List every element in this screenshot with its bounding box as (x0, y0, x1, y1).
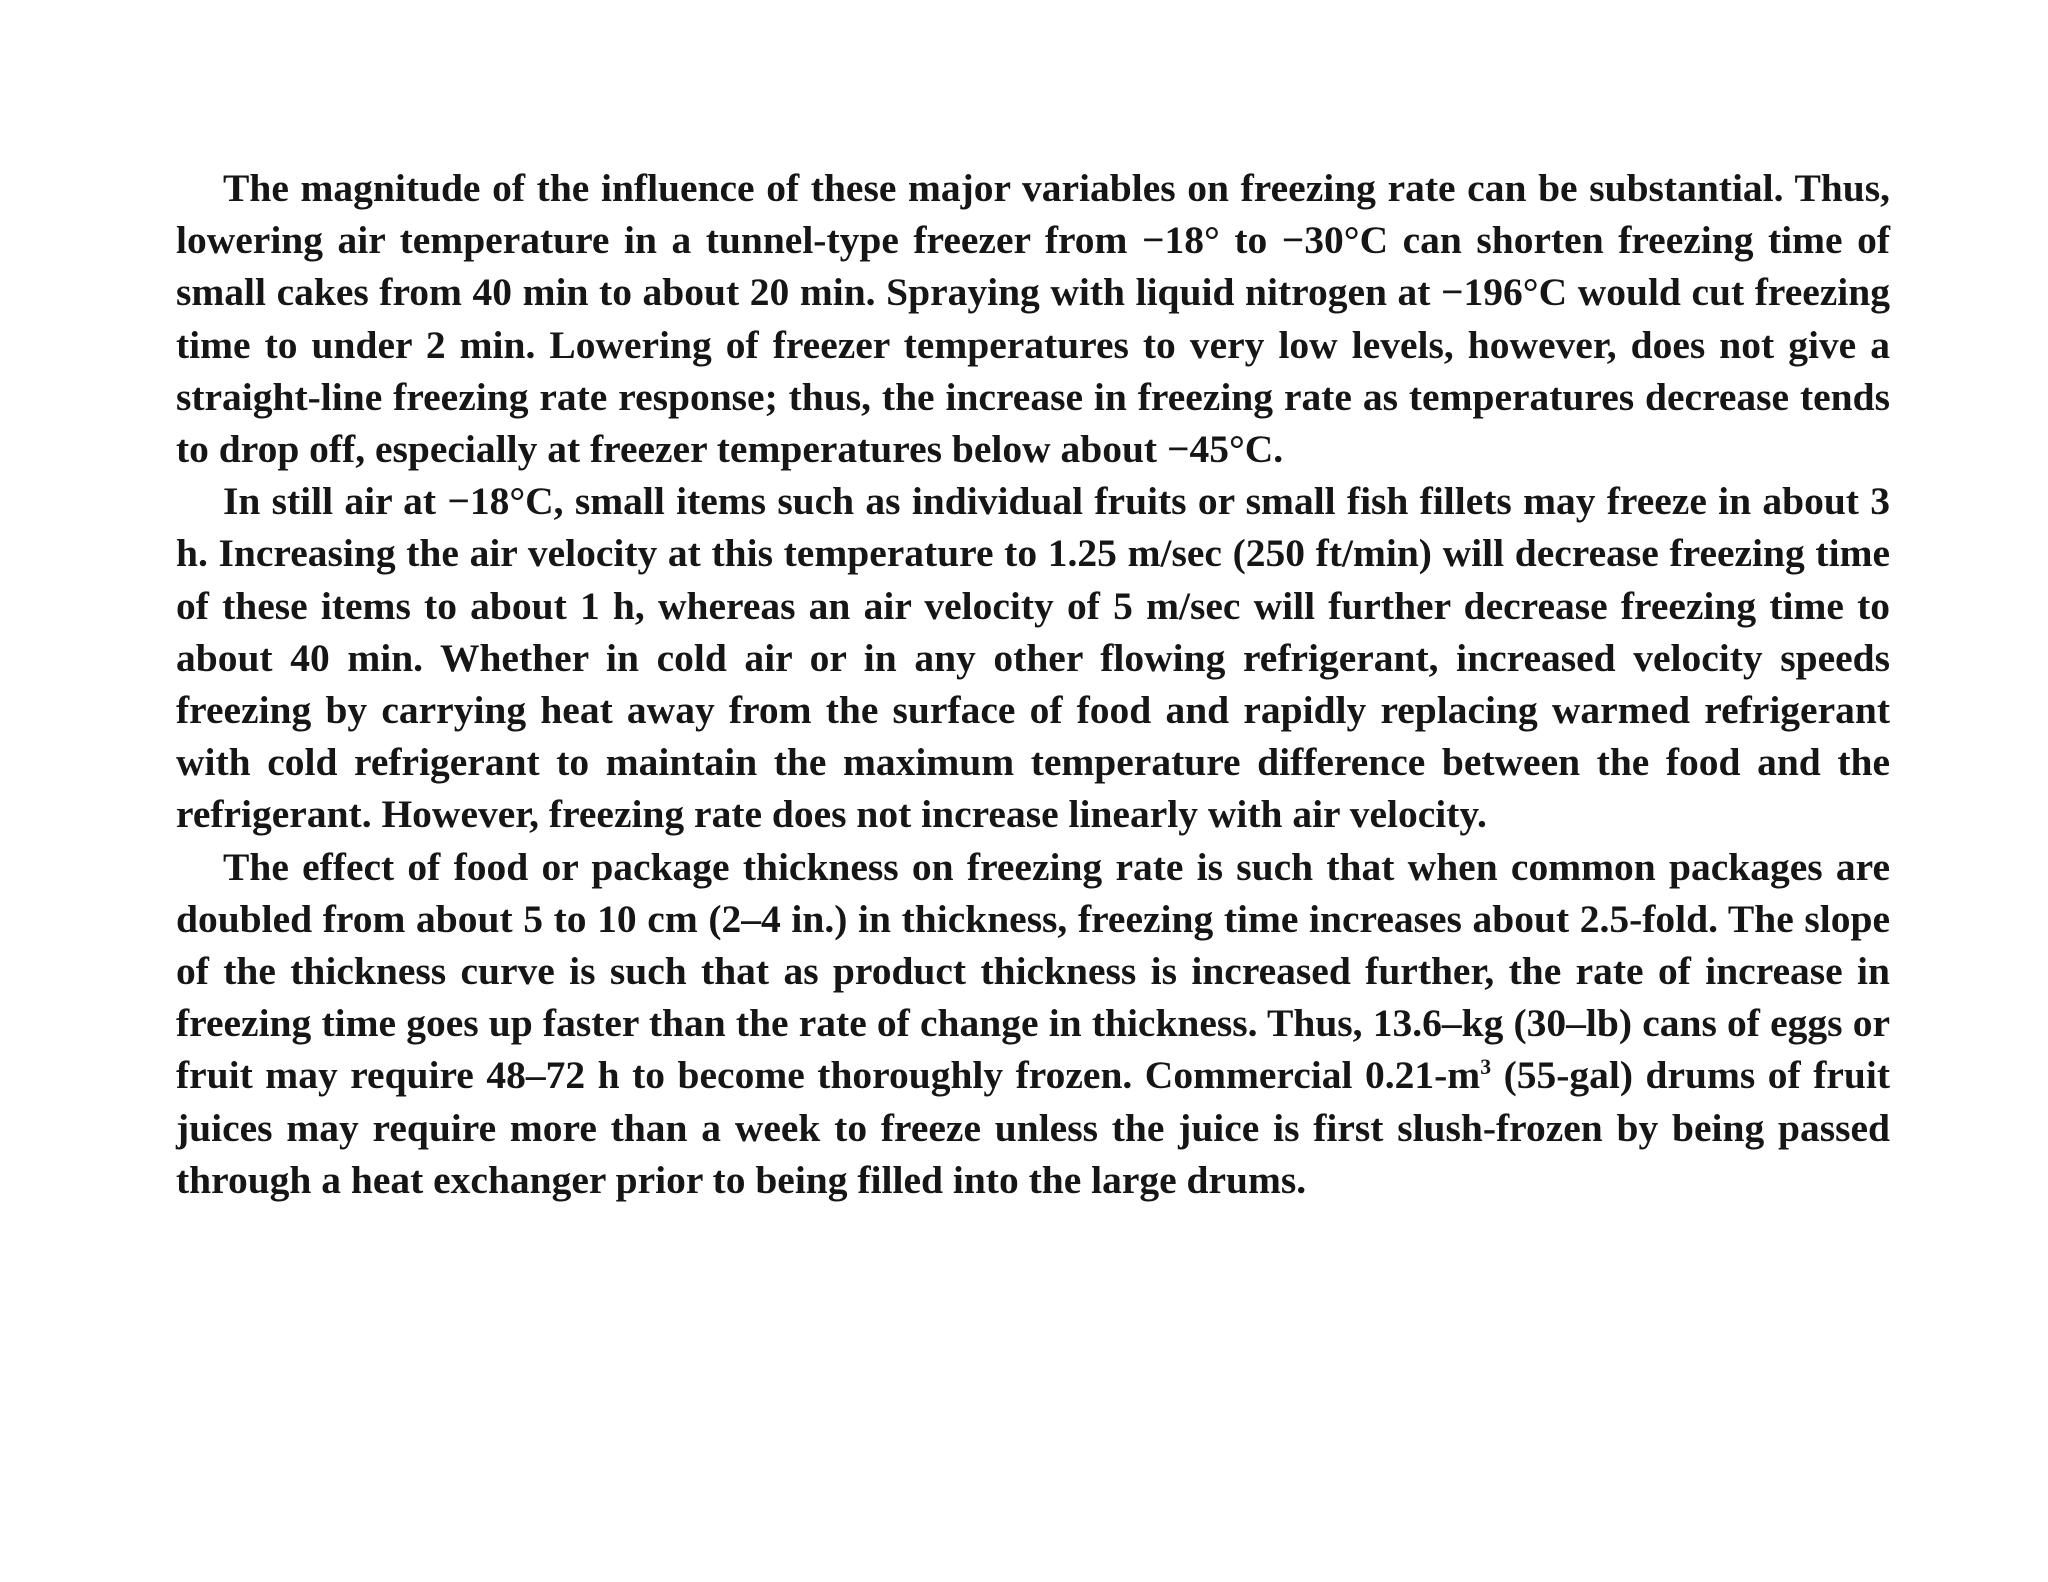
superscript-cubic: 3 (1480, 1055, 1492, 1080)
paragraph-text-part: (55-gal) drums of fruit juices may require more than a week to freeze unless the juice is first slush-frozen by being passed through a heat exchanger prior to being filled into the large drums. (176, 1053, 1890, 1202)
paragraph-freezing-temperature: The magnitude of the influence of these major variables on freezing rate can be substantial. Thus, lowering air temperature in a tunnel-type freezer from −18° to −30°C can shorten freezing time of small cakes from 40 min to about 20 min. Spraying with liquid nitrogen at −196°C would cut freezing time to under 2 min. Lowering of freezer temperatures to very low levels, however, does not give a straight-line freezing rate response; thus, the increase in freezing rate as temperatures decrease tends to drop off, especially at freezer temperatures below about −45°C. (176, 166, 1890, 472)
paragraph-air-velocity: In still air at −18°C, small items such as individual fruits or small fish fillets may freeze in about 3 h. Increasing the air velocity at this temperature to 1.25 m/sec (250 ft/min) will decrease freezing time of these items to about 1 h, whereas an air velocity of 5 m/sec will further decrease freezing time to about 40 min. Whether in cold air or in any other flowing refrigerant, increased velocity speeds freezing by carrying heat away from the surface of food and rapidly replacing warmed refrigerant with cold refrigerant to maintain the maximum temperature difference between the food and the refrigerant. However, freezing rate does not increase linearly with air velocity. (176, 479, 1890, 837)
paragraph-text-part: The effect of food or package thickness on freezing rate is such that when common packages are doubled from about 5 to 10 cm (2–4 in.) in thickness, freezing time increases about 2.5-fold. The slope of the thickness curve is such that as product thickness is increased further, the rate of increase in freezing time goes up faster than the rate of change in thickness. Thus, 13.6–kg (30–lb) cans of eggs or fruit may require 48–72 h to become thoroughly frozen. Commercial 0.21-m (176, 844, 1890, 1098)
paragraph-package-thickness (176, 841, 1890, 1206)
document-page (176, 162, 1890, 1206)
